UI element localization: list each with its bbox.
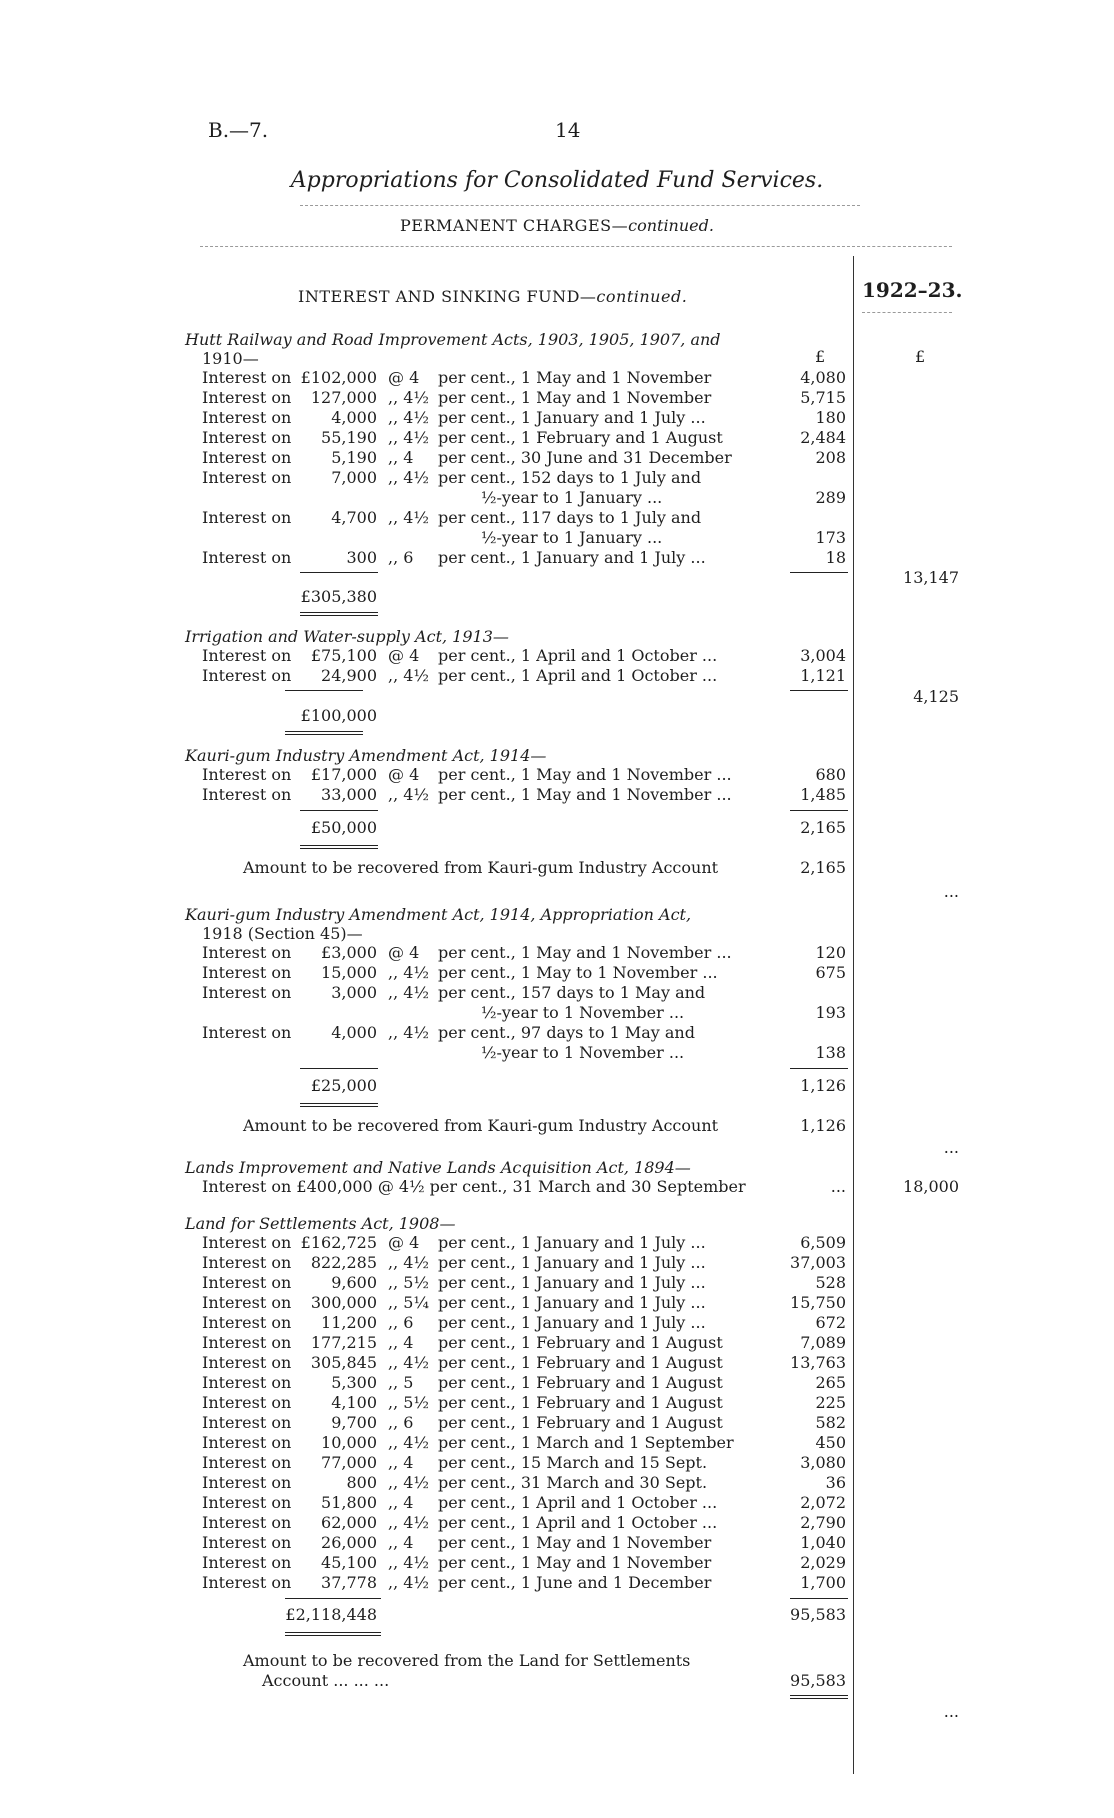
row-terms: per cent., 1 January and 1 July ... [438,1313,706,1332]
row-label: Interest on [202,448,292,467]
section-total-row [0,1138,1114,1158]
row-principal: 800 [346,1473,377,1492]
row-rate: ,, 5 [388,1373,414,1392]
row-rate: @ 4 [388,368,420,387]
row-terms: per cent., 1 February and 1 August [438,1393,723,1412]
table-row [0,1393,1114,1413]
row-label: Interest on [202,1513,292,1532]
row-interest: 582 [815,1413,846,1432]
table-row [0,1177,1114,1197]
row-principal: 55,190 [321,428,377,447]
row-terms: per cent., 1 January and 1 July ... [438,1253,706,1272]
recovery-row [0,1651,1114,1671]
row-terms-cont: ½-year to 1 November ... [481,1043,685,1062]
table-row [0,1353,1114,1373]
section-heading [298,287,687,306]
row-interest: 1,485 [800,785,846,804]
row-rate: ,, 4½ [388,983,429,1002]
row-interest: 4,080 [800,368,846,387]
row-terms: per cent., 1 February and 1 August [438,1373,723,1392]
row-principal: 4,100 [331,1393,377,1412]
section-main: INTEREST AND SINKING FUND— [298,287,597,306]
row-rate: ,, 6 [388,548,414,567]
sum-rule [790,1068,848,1069]
row-terms: per cent., 152 days to 1 July and [438,468,702,487]
act-heading [0,627,1114,647]
row-rate: ,, 4½ [388,428,429,447]
double-rule [790,1695,848,1699]
recovery-row [0,1116,1114,1136]
row-principal: 177,215 [310,1333,377,1352]
row-label: Interest on [202,963,292,982]
row-interest: 265 [815,1373,846,1392]
year-total: ... [943,882,959,901]
row-interest: 120 [815,943,846,962]
row-label: Interest on [202,1493,292,1512]
row-rate: ,, 4½ [388,666,429,685]
row-interest: 450 [815,1433,846,1452]
row-label: Interest on [202,1273,292,1292]
table-row [0,983,1114,1003]
row-rate: ,, 4 [388,448,414,467]
row-terms: per cent., 1 May and 1 November [438,1553,712,1572]
row-terms: per cent., 1 February and 1 August [438,1353,723,1372]
row-principal: 822,285 [310,1253,377,1272]
principal-total: £2,118,448 [285,1605,377,1624]
row-interest: 289 [815,488,846,507]
row-principal: 4,000 [331,408,377,427]
act-title: Irrigation and Water-supply Act, 1913— [185,627,509,646]
row-interest: 6,509 [800,1233,846,1252]
year-total: ... [943,1702,959,1721]
page-subtitle [0,216,1114,235]
table-row [0,468,1114,488]
subtotal: 1,126 [800,1076,846,1095]
row-label: Interest on [202,428,292,447]
principal-total: £25,000 [310,1076,377,1095]
table-row [0,963,1114,983]
row-label: Interest on [202,1253,292,1272]
row-interest: 5,715 [800,388,846,407]
section-total-row [0,882,1114,902]
row-label: Interest on [202,1023,292,1042]
recovery-label: Amount to be recovered from the Land for Settlements [243,1651,691,1670]
row-interest: 225 [815,1393,846,1412]
row-principal: 51,800 [321,1493,377,1512]
table-row-cont [0,488,1114,508]
row-principal: 9,600 [331,1273,377,1292]
row-interest: 15,750 [790,1293,846,1312]
row-interest: 528 [815,1273,846,1292]
row-principal: 305,845 [310,1353,377,1372]
row-label: Interest on [202,646,292,665]
principal-total-row [0,818,1114,838]
row-principal: 77,000 [321,1453,377,1472]
table-row [0,666,1114,686]
row-rate: ,, 4½ [388,1253,429,1272]
row-terms: per cent., 31 March and 30 Sept. [438,1473,708,1492]
double-rule [285,1632,381,1636]
document-reference: B.—7. [208,118,269,142]
row-principal: 300 [346,548,377,567]
principal-total: £305,380 [300,587,377,606]
row-principal: £102,000 [300,368,377,387]
row-principal: 3,000 [331,983,377,1002]
row-label: Interest on [202,388,292,407]
table-row [0,448,1114,468]
row-rate: ,, 4 [388,1533,414,1552]
row-interest: 3,004 [800,646,846,665]
table-row [0,1313,1114,1333]
table-row [0,1253,1114,1273]
section-total-row [0,1702,1114,1722]
row-interest: 1,121 [800,666,846,685]
act-heading [0,746,1114,766]
row-terms: per cent., 1 May and 1 November [438,1533,712,1552]
row-label: Interest on [202,1573,292,1592]
act-heading-cont [0,349,1114,369]
row-label: Interest on [202,468,292,487]
row-principal: 62,000 [321,1513,377,1532]
table-row-cont [0,528,1114,548]
row-label: Interest on [202,508,292,527]
row-rate: ,, 4½ [388,508,429,527]
act-heading [0,1214,1114,1234]
row-principal: 5,190 [331,448,377,467]
row-rate: ,, 4½ [388,785,429,804]
table-row [0,1553,1114,1573]
sum-rule [300,810,378,811]
recovery-row [0,858,1114,878]
table-row [0,1513,1114,1533]
sum-rule [300,1068,378,1069]
divider [862,312,952,313]
row-terms: per cent., 15 March and 15 Sept. [438,1453,708,1472]
page-title: Appropriations for Consolidated Fund Services. [290,168,824,193]
row-terms: per cent., 1 May to 1 November ... [438,963,718,982]
row-terms: per cent., 1 January and 1 July ... [438,548,706,567]
subtitle-main: PERMANENT CHARGES— [400,216,629,235]
row-principal: 11,200 [321,1313,377,1332]
table-row [0,785,1114,805]
row-principal: 7,000 [331,468,377,487]
divider [200,246,860,247]
row-label: Interest on [202,1293,292,1312]
row-terms: per cent., 1 April and 1 October ... [438,646,718,665]
table-row [0,1473,1114,1493]
row-rate: ,, 4½ [388,963,429,982]
act-heading [0,905,1114,925]
row-label: Interest on [202,666,292,685]
row-principal: £17,000 [310,765,377,784]
table-row [0,1453,1114,1473]
row-rate: ,, 4½ [388,408,429,427]
row-interest: 2,484 [800,428,846,447]
table-row [0,1233,1114,1253]
recovery-value: 1,126 [800,1116,846,1135]
act-year: 1918 (Section 45)— [202,924,363,943]
act-title: Hutt Railway and Road Improvement Acts, 1903, 1905, 1907, and [185,330,721,349]
row-interest: 1,040 [800,1533,846,1552]
row-rate: @ 4 [388,1233,420,1252]
row-terms: per cent., 1 January and 1 July ... [438,408,706,427]
row-interest: 36 [825,1473,846,1492]
row-rate: ,, 4½ [388,468,429,487]
row-terms-cont: ½-year to 1 January ... [481,528,663,547]
row-terms: per cent., 30 June and 31 December [438,448,732,467]
row-label: Interest on [202,1353,292,1372]
row-rate: ,, 4 [388,1453,414,1472]
row-interest: 675 [815,963,846,982]
row-terms-cont: ½-year to 1 January ... [481,488,663,507]
principal-total-row [0,1605,1114,1625]
table-row [0,1573,1114,1593]
row-interest: 2,029 [800,1553,846,1572]
row-terms-cont: ½-year to 1 November ... [481,1003,685,1022]
row-interest: 13,763 [790,1353,846,1372]
row-rate: ,, 4½ [388,1473,429,1492]
row-principal: 26,000 [321,1533,377,1552]
principal-total: £50,000 [310,818,377,837]
row-principal: 127,000 [310,388,377,407]
sum-rule [790,1598,848,1599]
year-total: 4,125 [913,687,959,706]
row-terms: per cent., 1 March and 1 September [438,1433,734,1452]
row-rate: @ 4 [388,765,420,784]
page-number: 14 [555,118,581,142]
row-principal: £162,725 [300,1233,377,1252]
row-rate: ,, 4½ [388,1433,429,1452]
act-heading [0,1158,1114,1178]
year-column-heading: 1922–23. [862,278,963,302]
row-principal: 4,700 [331,508,377,527]
act-heading-cont [0,924,1114,944]
row-rate: ,, 4½ [388,1023,429,1042]
act-title: Kauri-gum Industry Amendment Act, 1914, Appropriation Act, [185,905,692,924]
row-interest: 208 [815,448,846,467]
table-row [0,765,1114,785]
row-label: Interest on [202,943,292,962]
row-principal: £75,100 [310,646,377,665]
row-interest: 2,072 [800,1493,846,1512]
act-title: Kauri-gum Industry Amendment Act, 1914— [185,746,547,765]
act-year: 1910— [202,349,259,368]
table-row [0,428,1114,448]
row-rate: ,, 5¼ [388,1293,429,1312]
section-total-row [0,687,1114,707]
row-label: Interest on [202,1453,292,1472]
act-heading [0,330,1114,350]
row-interest: 18 [825,548,846,567]
table-row [0,1293,1114,1313]
double-rule [285,731,363,735]
row-principal: 10,000 [321,1433,377,1452]
principal-total-row [0,1076,1114,1096]
row-principal: 300,000 [310,1293,377,1312]
row-rate: ,, 4 [388,1333,414,1352]
row-interest: 193 [815,1003,846,1022]
row-label: Interest on [202,765,292,784]
section-total-row [0,568,1114,588]
year-total: 13,147 [903,568,959,587]
recovery-label-cont: Account ... ... ... [262,1671,390,1690]
row-label: Interest on [202,785,292,804]
table-row-cont [0,1003,1114,1023]
row-terms: Interest on £400,000 @ 4½ per cent., 31 March and 30 September [202,1177,746,1196]
row-terms: per cent., 1 May and 1 November ... [438,765,732,784]
act-title: Lands Improvement and Native Lands Acquisition Act, 1894— [185,1158,691,1177]
row-terms: per cent., 1 April and 1 October ... [438,666,718,685]
row-rate: ,, 4½ [388,1513,429,1532]
table-row [0,1373,1114,1393]
row-interest: 3,080 [800,1453,846,1472]
row-rate: ,, 4½ [388,1573,429,1592]
table-row-cont [0,1043,1114,1063]
row-label: Interest on [202,1373,292,1392]
row-interest: 1,700 [800,1573,846,1592]
row-terms: per cent., 1 April and 1 October ... [438,1513,718,1532]
table-row [0,1533,1114,1553]
row-interest: 138 [815,1043,846,1062]
row-principal: 4,000 [331,1023,377,1042]
year-total: 18,000 [903,1177,959,1196]
double-rule [300,612,378,616]
row-rate: ,, 6 [388,1413,414,1432]
pound-sign-amount-column: £ [815,347,826,366]
row-interest: 2,790 [800,1513,846,1532]
principal-total-row [0,587,1114,607]
table-row [0,408,1114,428]
row-label: Interest on [202,1473,292,1492]
table-row [0,1413,1114,1433]
row-rate: @ 4 [388,943,420,962]
row-principal: £3,000 [321,943,377,962]
row-interest: 180 [815,408,846,427]
row-rate: ,, 6 [388,1313,414,1332]
row-terms: per cent., 1 February and 1 August [438,428,723,447]
row-principal: 45,100 [321,1553,377,1572]
recovery-label: Amount to be recovered from Kauri-gum Industry Account [243,858,719,877]
table-row [0,1433,1114,1453]
principal-total-row [0,706,1114,726]
row-terms: per cent., 97 days to 1 May and [438,1023,695,1042]
row-rate: ,, 5½ [388,1273,429,1292]
row-terms: per cent., 1 June and 1 December [438,1573,712,1592]
row-terms: per cent., 157 days to 1 May and [438,983,706,1002]
row-rate: ,, 5½ [388,1393,429,1412]
row-terms: per cent., 1 April and 1 October ... [438,1493,718,1512]
divider [862,246,952,247]
row-rate: ,, 4½ [388,388,429,407]
row-principal: 5,300 [331,1373,377,1392]
row-rate: ,, 4½ [388,1353,429,1372]
row-label: Interest on [202,1333,292,1352]
row-label: Interest on [202,1393,292,1412]
divider [300,205,860,206]
table-row [0,508,1114,528]
subtotal: 95,583 [790,1605,846,1624]
row-principal: 33,000 [321,785,377,804]
sum-rule [285,1598,381,1599]
row-terms: per cent., 1 May and 1 November [438,388,712,407]
table-row [0,548,1114,568]
table-row [0,1273,1114,1293]
row-label: Interest on [202,368,292,387]
section-cont: continued. [596,287,688,306]
principal-total: £100,000 [300,706,377,725]
row-terms: per cent., 1 May and 1 November ... [438,943,732,962]
table-row [0,1023,1114,1043]
row-interest: ... [830,1177,846,1196]
table-row [0,1333,1114,1353]
subtitle-cont: continued. [628,216,714,235]
row-label: Interest on [202,1413,292,1432]
recovery-row-cont [0,1671,1114,1691]
row-principal: 37,778 [321,1573,377,1592]
act-title: Land for Settlements Act, 1908— [185,1214,456,1233]
double-rule [300,845,378,849]
row-label: Interest on [202,408,292,427]
row-terms: per cent., 1 February and 1 August [438,1413,723,1432]
row-interest: 7,089 [800,1333,846,1352]
table-row [0,388,1114,408]
row-rate: ,, 4½ [388,1553,429,1572]
row-principal: 15,000 [321,963,377,982]
double-rule [300,1103,378,1107]
row-principal: 9,700 [331,1413,377,1432]
table-row [0,943,1114,963]
row-interest: 173 [815,528,846,547]
pound-sign-year-column: £ [915,347,926,366]
row-label: Interest on [202,548,292,567]
row-interest: 672 [815,1313,846,1332]
sum-rule [790,810,848,811]
table-row [0,646,1114,666]
row-terms: per cent., 1 January and 1 July ... [438,1293,706,1312]
row-terms: per cent., 117 days to 1 July and [438,508,702,527]
row-terms: per cent., 1 February and 1 August [438,1333,723,1352]
row-terms: per cent., 1 May and 1 November [438,368,712,387]
row-interest: 680 [815,765,846,784]
row-rate: @ 4 [388,646,420,665]
row-rate: ,, 4 [388,1493,414,1512]
row-label: Interest on [202,1553,292,1572]
recovery-value: 2,165 [800,858,846,877]
row-label: Interest on [202,1533,292,1552]
row-terms: per cent., 1 January and 1 July ... [438,1233,706,1252]
table-row [0,1493,1114,1513]
row-label: Interest on [202,1233,292,1252]
table-row [0,368,1114,388]
row-interest: 37,003 [790,1253,846,1272]
recovery-label: Amount to be recovered from Kauri-gum Industry Account [243,1116,719,1135]
row-label: Interest on [202,1313,292,1332]
recovery-value: 95,583 [790,1671,846,1690]
subtotal: 2,165 [800,818,846,837]
year-total: ... [943,1138,959,1157]
row-label: Interest on [202,1433,292,1452]
row-label: Interest on [202,983,292,1002]
row-principal: 24,900 [321,666,377,685]
row-terms: per cent., 1 May and 1 November ... [438,785,732,804]
row-terms: per cent., 1 January and 1 July ... [438,1273,706,1292]
